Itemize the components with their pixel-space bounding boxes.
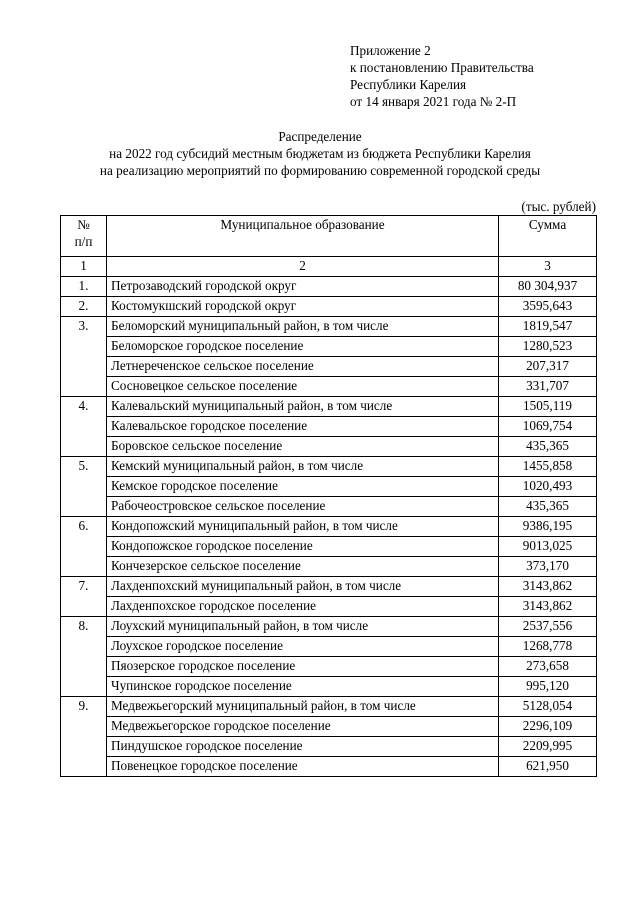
table-row [61,697,597,717]
row-amount: 331,707 [499,377,597,397]
subsidy-table [60,215,597,777]
row-amount: 3143,862 [499,577,597,597]
row-number: 1. [61,277,107,297]
row-municipality: Лоухский муниципальный район, в том числе [107,617,499,637]
row-municipality: Калевальское городское поселение [107,417,499,437]
row-number: 8. [61,617,107,697]
row-amount: 80 304,937 [499,277,597,297]
table-row [61,297,597,317]
document-title [0,128,640,179]
row-amount: 435,365 [499,497,597,517]
row-amount: 2537,556 [499,617,597,637]
row-municipality: Петрозаводский городской округ [107,277,499,297]
table-row [61,417,597,437]
table-row [61,557,597,577]
table-row [61,437,597,457]
table-row [61,637,597,657]
table-row [61,537,597,557]
row-amount: 995,120 [499,677,597,697]
row-amount: 373,170 [499,557,597,577]
row-amount: 1069,754 [499,417,597,437]
appendix-line: от 14 января 2021 года № 2-П [350,94,517,109]
table-row [61,717,597,737]
row-number: 4. [61,397,107,457]
header-num [61,216,107,257]
row-municipality: Лахденпохский муниципальный район, в том числе [107,577,499,597]
row-municipality: Лахденпохское городское поселение [107,597,499,617]
row-amount: 1455,858 [499,457,597,477]
row-amount: 9013,025 [499,537,597,557]
row-municipality: Кондопожский муниципальный район, в том числе [107,517,499,537]
row-municipality: Калевальский муниципальный район, в том числе [107,397,499,417]
title-line: на 2022 год субсидий местным бюджетам из бюджета Республики Карелия [109,146,531,161]
row-municipality: Рабочеостровское сельское поселение [107,497,499,517]
row-municipality: Пиндушское городское поселение [107,737,499,757]
title-line: Распределение [278,129,362,144]
row-municipality: Кондопожское городское поселение [107,537,499,557]
row-number: 9. [61,697,107,777]
row-municipality: Беломорское городское поселение [107,337,499,357]
row-amount: 621,950 [499,757,597,777]
row-amount: 1505,119 [499,397,597,417]
row-municipality: Медвежьегорское городское поселение [107,717,499,737]
row-number: 5. [61,457,107,517]
column-index: 1 [61,257,107,277]
row-municipality: Кемский муниципальный район, в том числе [107,457,499,477]
header-num-line2: п/п [74,234,93,249]
row-amount: 273,658 [499,657,597,677]
row-amount: 435,365 [499,437,597,457]
column-index-row [61,257,597,277]
table-row [61,577,597,597]
appendix-line: Республики Карелия [350,77,467,92]
table-row [61,597,597,617]
row-municipality: Боровское сельское поселение [107,437,499,457]
row-amount: 2296,109 [499,717,597,737]
table-row [61,737,597,757]
row-municipality: Повенецкое городское поселение [107,757,499,777]
table-row [61,677,597,697]
row-amount: 3143,862 [499,597,597,617]
appendix-line: к постановлению Правительства [350,60,534,75]
row-municipality: Сосновецкое сельское поселение [107,377,499,397]
row-amount: 1819,547 [499,317,597,337]
table-row [61,457,597,477]
table-row [61,277,597,297]
table-row [61,397,597,417]
row-amount: 1268,778 [499,637,597,657]
appendix-block [350,42,534,110]
table-row [61,517,597,537]
header-name: Муниципальное образование [107,216,499,257]
column-index: 3 [499,257,597,277]
row-amount: 207,317 [499,357,597,377]
row-amount: 5128,054 [499,697,597,717]
title-line: на реализацию мероприятий по формированию современной городской среды [99,163,541,178]
table-row [61,477,597,497]
row-municipality: Кончезерское сельское поселение [107,557,499,577]
column-index: 2 [107,257,499,277]
unit-label: (тыс. рублей) [521,199,596,214]
row-municipality: Костомукшский городской округ [107,297,499,317]
appendix-line: Приложение 2 [350,43,431,58]
row-amount: 9386,195 [499,517,597,537]
row-number: 2. [61,297,107,317]
table-row [61,617,597,637]
table-row [61,357,597,377]
table-row [61,337,597,357]
row-amount: 2209,995 [499,737,597,757]
row-number: 6. [61,517,107,577]
table-row [61,377,597,397]
row-number: 7. [61,577,107,617]
row-municipality: Медвежьегорский муниципальный район, в том числе [107,697,499,717]
header-row [61,216,597,257]
row-amount: 1020,493 [499,477,597,497]
row-municipality: Чупинское городское поселение [107,677,499,697]
row-amount: 1280,523 [499,337,597,357]
row-number: 3. [61,317,107,397]
row-amount: 3595,643 [499,297,597,317]
header-num-line1: № [77,217,90,232]
row-municipality: Беломорский муниципальный район, в том числе [107,317,499,337]
table-row [61,757,597,777]
table-row [61,317,597,337]
header-sum: Сумма [499,216,597,257]
row-municipality: Летнереченское сельское поселение [107,357,499,377]
row-municipality: Кемское городское поселение [107,477,499,497]
table-row [61,497,597,517]
row-municipality: Пяозерское городское поселение [107,657,499,677]
table-row [61,657,597,677]
row-municipality: Лоухское городское поселение [107,637,499,657]
